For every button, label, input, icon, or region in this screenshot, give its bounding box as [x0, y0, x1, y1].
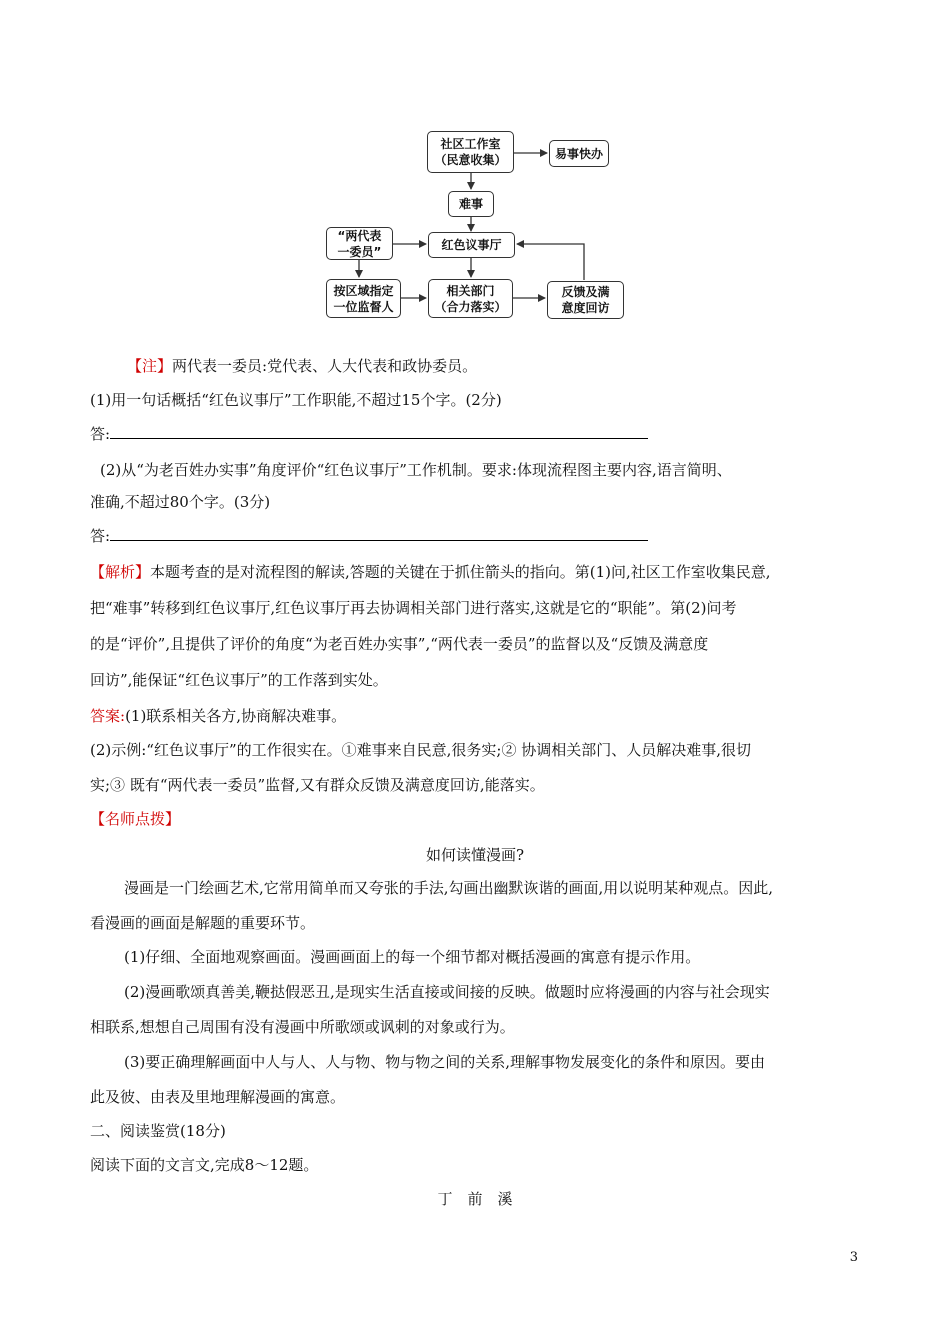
answer-label-2: 答:: [90, 527, 111, 545]
note-line: [127, 356, 477, 376]
section2-instruction: 阅读下面的文言文,完成8～12题。: [90, 1156, 319, 1174]
note-label: 【注】: [127, 357, 173, 375]
answer-label-1: 答:: [90, 425, 111, 443]
box-hard-matter: [448, 191, 494, 217]
tips-p1-line1: 漫画是一门绘画艺术,它常用简单而又夸张的手法,勾画出幽默诙谐的画面,用以说明某种观点。因此,: [124, 879, 774, 897]
box-red-hall: [428, 232, 515, 258]
box-feedback: [547, 281, 624, 319]
flowchart: [0, 0, 950, 330]
feedback-line2: 意度回访: [561, 301, 610, 315]
box-departments: [428, 279, 513, 318]
question-1: (1)用一句话概括“红色议事厅”工作职能,不超过15个字。(2分): [90, 391, 502, 409]
question-2-line2: 准确,不超过80个字。(3分): [90, 493, 271, 511]
answer-line-2: [90, 526, 648, 546]
two-reps-line1: “两代表: [337, 228, 382, 243]
analysis-line2: 把“难事”转移到红色议事厅,红色议事厅再去协调相关部门进行落实,这就是它的“职能”。第(2)问考: [90, 599, 737, 617]
article-title: 丁 前 溪: [437, 1190, 513, 1208]
supervisor-line1: 按区域指定: [333, 283, 394, 298]
departments-line2: （合力落实）: [434, 299, 507, 314]
note-text: 两代表一委员:党代表、人大代表和政协委员。: [172, 357, 478, 375]
answer-text1: (1)联系相关各方,协商解决难事。: [125, 707, 347, 725]
analysis-line4: 回访”,能保证“红色议事厅”的工作落到实处。: [90, 671, 388, 689]
analysis-line1: [90, 562, 771, 582]
tips-p4-line1: (3)要正确理解画面中人与人、人与物、物与物之间的关系,理解事物发展变化的条件和原因。要由: [124, 1053, 766, 1071]
box-supervisor: [326, 279, 401, 318]
arrow-feedback-to-hall: [517, 244, 584, 280]
box-easy-matter: [549, 140, 609, 167]
tips-p4-line2: 此及彼、由表及里地理解漫画的寓意。: [90, 1088, 346, 1106]
analysis-label: 【解析】: [90, 563, 151, 581]
tips-p2: (1)仔细、全面地观察画面。漫画画面上的每一个细节都对概括漫画的寓意有提示作用。: [124, 948, 701, 966]
answer-label: 答案:: [90, 707, 126, 725]
answer-line-1: [90, 424, 648, 444]
community-office-line1: 社区工作室: [440, 137, 501, 151]
tips-label: 【名师点拨】: [90, 810, 181, 828]
section2-heading: 二、阅读鉴赏(18分): [90, 1122, 226, 1140]
answer-blank-1[interactable]: [110, 424, 648, 439]
supervisor-line2: 一位监督人: [333, 299, 394, 314]
answer-line2: (2)示例:“红色议事厅”的工作很实在。①难事来自民意,很务实;② 协调相关部门、人员解决难事,很切: [90, 741, 752, 759]
two-reps-line2: 一委员”: [337, 244, 382, 259]
departments-line1: 相关部门: [446, 283, 495, 298]
answer-line3: 实;③ 既有“两代表一委员”监督,又有群众反馈及满意度回访,能落实。: [90, 776, 545, 794]
hard-matter-label: 难事: [458, 197, 483, 211]
answer-blank-2[interactable]: [110, 526, 648, 541]
tips-title: 如何读懂漫画?: [425, 846, 525, 864]
tips-p3-line1: (2)漫画歌颂真善美,鞭挞假恶丑,是现实生活直接或间接的反映。做题时应将漫画的内容与社会现实: [124, 983, 770, 1001]
feedback-line1: 反馈及满: [561, 285, 610, 299]
tips-p1-line2: 看漫画的画面是解题的重要环节。: [90, 914, 316, 932]
red-hall-label: 红色议事厅: [441, 238, 502, 252]
page-number: 3: [849, 1250, 858, 1265]
analysis-line3: 的是“评价”,且提供了评价的角度“为老百姓办实事”,“两代表一委员”的监督以及“反馈及满意度: [90, 635, 709, 653]
community-office-line2: （民意收集）: [434, 153, 507, 167]
box-community-office: [427, 131, 514, 173]
easy-matter-label: 易事快办: [554, 146, 603, 161]
answer-line1: [90, 706, 346, 726]
question-2-line1: (2)从“为老百姓办实事”角度评价“红色议事厅”工作机制。要求:体现流程图主要内容,语言简明、: [100, 461, 732, 479]
box-two-reps: [326, 227, 393, 260]
tips-p3-line2: 相联系,想想自己周围有没有漫画中所歌颂或讽刺的对象或行为。: [90, 1018, 515, 1036]
analysis-text1: 本题考查的是对流程图的解读,答题的关键在于抓住箭头的指向。第(1)问,社区工作室收集民意,: [150, 563, 771, 581]
